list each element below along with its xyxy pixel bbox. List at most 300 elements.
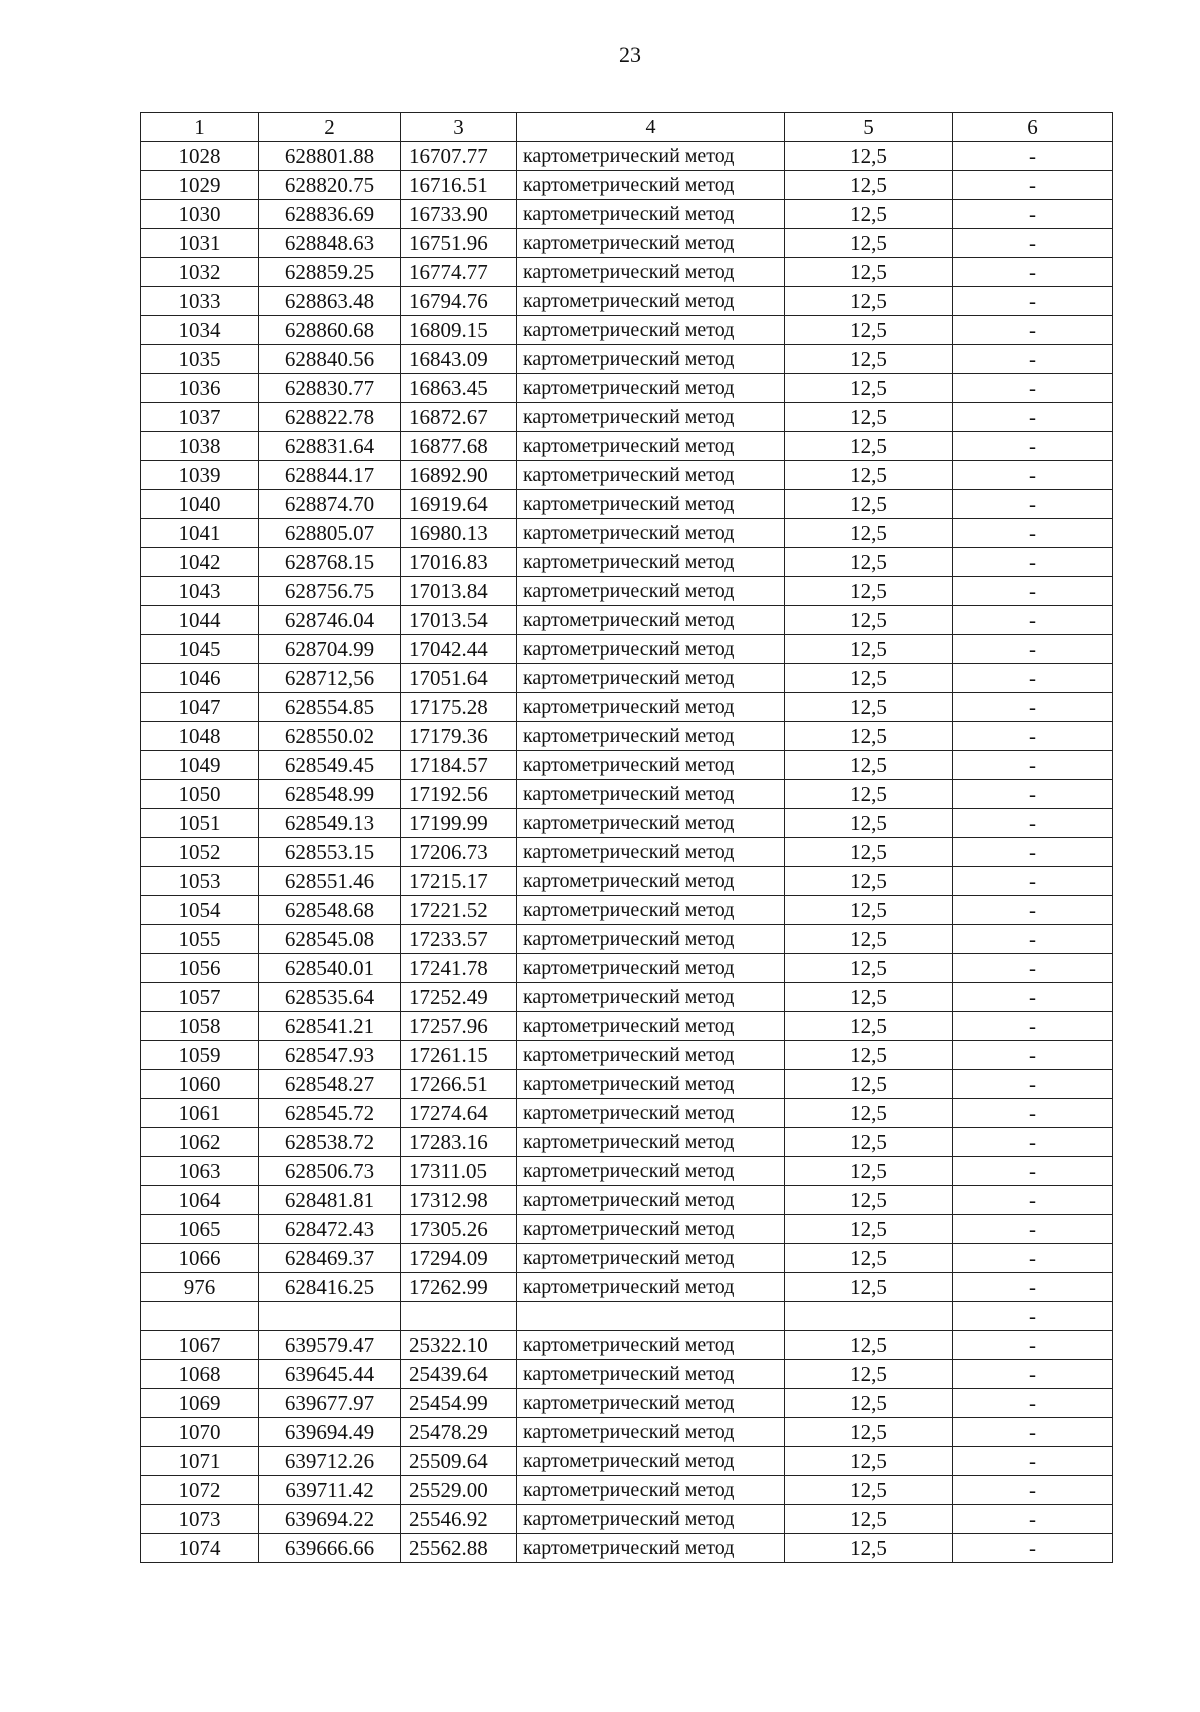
y-coordinate-cell: 25509.64 [401, 1447, 517, 1476]
point-number-cell: 1038 [141, 432, 259, 461]
y-coordinate-cell: 17312.98 [401, 1186, 517, 1215]
x-coordinate-cell: 628538.72 [259, 1128, 401, 1157]
y-coordinate-cell: 25529.00 [401, 1476, 517, 1505]
method-cell: картометрический метод [517, 1099, 785, 1128]
note-cell: - [953, 983, 1113, 1012]
y-coordinate-cell: 17241.78 [401, 954, 517, 983]
table-row [141, 1360, 1113, 1389]
point-number-cell: 1068 [141, 1360, 259, 1389]
y-coordinate-cell: 17294.09 [401, 1244, 517, 1273]
column-header-5: 5 [785, 113, 953, 142]
accuracy-cell: 12,5 [785, 838, 953, 867]
note-cell: - [953, 1215, 1113, 1244]
method-cell: картометрический метод [517, 403, 785, 432]
accuracy-cell: 12,5 [785, 432, 953, 461]
method-cell: картометрический метод [517, 867, 785, 896]
point-number-cell: 1064 [141, 1186, 259, 1215]
x-coordinate-cell: 628506.73 [259, 1157, 401, 1186]
method-cell: картометрический метод [517, 1041, 785, 1070]
method-cell: картометрический метод [517, 432, 785, 461]
x-coordinate-cell: 628545.72 [259, 1099, 401, 1128]
x-coordinate-cell: 628553.15 [259, 838, 401, 867]
y-coordinate-cell: 17206.73 [401, 838, 517, 867]
accuracy-cell: 12,5 [785, 1186, 953, 1215]
method-cell: картометрический метод [517, 200, 785, 229]
table-row [141, 1041, 1113, 1070]
x-coordinate-cell: 639677.97 [259, 1389, 401, 1418]
point-number-cell: 1072 [141, 1476, 259, 1505]
note-cell: - [953, 751, 1113, 780]
method-cell: картометрический метод [517, 1186, 785, 1215]
x-coordinate-cell: 639694.22 [259, 1505, 401, 1534]
table-row [141, 838, 1113, 867]
point-number-cell: 1066 [141, 1244, 259, 1273]
table-row [141, 693, 1113, 722]
accuracy-cell: 12,5 [785, 1215, 953, 1244]
note-cell: - [953, 1476, 1113, 1505]
point-number-cell: 1062 [141, 1128, 259, 1157]
table-row [141, 1389, 1113, 1418]
note-cell: - [953, 432, 1113, 461]
note-cell: - [953, 1331, 1113, 1360]
table-row [141, 664, 1113, 693]
column-header-1: 1 [141, 113, 259, 142]
table-row [141, 635, 1113, 664]
x-coordinate-cell: 628545.08 [259, 925, 401, 954]
note-cell: - [953, 1534, 1113, 1563]
table-row [141, 809, 1113, 838]
table-row [141, 1418, 1113, 1447]
table-row [141, 229, 1113, 258]
point-number-cell: 1030 [141, 200, 259, 229]
y-coordinate-cell: 17283.16 [401, 1128, 517, 1157]
x-coordinate-cell: 639712.26 [259, 1447, 401, 1476]
y-coordinate-cell: 16843.09 [401, 345, 517, 374]
accuracy-cell [785, 1302, 953, 1331]
method-cell: картометрический метод [517, 171, 785, 200]
table-row [141, 1128, 1113, 1157]
point-number-cell: 1056 [141, 954, 259, 983]
x-coordinate-cell: 628549.13 [259, 809, 401, 838]
note-cell: - [953, 693, 1113, 722]
x-coordinate-cell: 628831.64 [259, 432, 401, 461]
point-number-cell: 1057 [141, 983, 259, 1012]
y-coordinate-cell: 16794.76 [401, 287, 517, 316]
method-cell: картометрический метод [517, 1157, 785, 1186]
table-row [141, 1070, 1113, 1099]
method-cell: картометрический метод [517, 1070, 785, 1099]
method-cell: картометрический метод [517, 1534, 785, 1563]
y-coordinate-cell: 17252.49 [401, 983, 517, 1012]
point-number-cell: 1045 [141, 635, 259, 664]
y-coordinate-cell: 17311.05 [401, 1157, 517, 1186]
y-coordinate-cell: 16809.15 [401, 316, 517, 345]
accuracy-cell: 12,5 [785, 983, 953, 1012]
accuracy-cell: 12,5 [785, 200, 953, 229]
y-coordinate-cell: 16872.67 [401, 403, 517, 432]
table-row [141, 1476, 1113, 1505]
point-number-cell: 1065 [141, 1215, 259, 1244]
note-cell: - [953, 1302, 1113, 1331]
x-coordinate-cell: 628822.78 [259, 403, 401, 432]
method-cell: картометрический метод [517, 664, 785, 693]
accuracy-cell: 12,5 [785, 635, 953, 664]
accuracy-cell: 12,5 [785, 1157, 953, 1186]
method-cell: картометрический метод [517, 635, 785, 664]
point-number-cell: 1067 [141, 1331, 259, 1360]
note-cell: - [953, 1418, 1113, 1447]
y-coordinate-cell: 17261.15 [401, 1041, 517, 1070]
accuracy-cell: 12,5 [785, 780, 953, 809]
point-number-cell: 1028 [141, 142, 259, 171]
note-cell: - [953, 287, 1113, 316]
x-coordinate-cell: 628535.64 [259, 983, 401, 1012]
point-number-cell: 1054 [141, 896, 259, 925]
x-coordinate-cell: 639645.44 [259, 1360, 401, 1389]
y-coordinate-cell: 25454.99 [401, 1389, 517, 1418]
x-coordinate-cell: 628863.48 [259, 287, 401, 316]
note-cell: - [953, 1041, 1113, 1070]
accuracy-cell: 12,5 [785, 171, 953, 200]
accuracy-cell: 12,5 [785, 664, 953, 693]
accuracy-cell: 12,5 [785, 722, 953, 751]
accuracy-cell: 12,5 [785, 577, 953, 606]
table-row [141, 345, 1113, 374]
accuracy-cell: 12,5 [785, 1389, 953, 1418]
note-cell: - [953, 838, 1113, 867]
table-row [141, 200, 1113, 229]
point-number-cell: 1049 [141, 751, 259, 780]
note-cell: - [953, 1505, 1113, 1534]
accuracy-cell: 12,5 [785, 867, 953, 896]
method-cell: картометрический метод [517, 577, 785, 606]
method-cell: картометрический метод [517, 490, 785, 519]
y-coordinate-cell: 25322.10 [401, 1331, 517, 1360]
x-coordinate-cell: 628704.99 [259, 635, 401, 664]
column-header-2: 2 [259, 113, 401, 142]
method-cell: картометрический метод [517, 1447, 785, 1476]
y-coordinate-cell: 16751.96 [401, 229, 517, 258]
y-coordinate-cell: 17262.99 [401, 1273, 517, 1302]
table-row [141, 896, 1113, 925]
column-header-6: 6 [953, 113, 1113, 142]
point-number-cell: 1060 [141, 1070, 259, 1099]
note-cell: - [953, 1244, 1113, 1273]
table-row [141, 1534, 1113, 1563]
x-coordinate-cell: 628551.46 [259, 867, 401, 896]
point-number-cell: 1052 [141, 838, 259, 867]
x-coordinate-cell: 628801.88 [259, 142, 401, 171]
y-coordinate-cell: 16774.77 [401, 258, 517, 287]
note-cell: - [953, 548, 1113, 577]
note-cell: - [953, 954, 1113, 983]
method-cell: картометрический метод [517, 461, 785, 490]
point-number-cell: 1036 [141, 374, 259, 403]
table-row [141, 548, 1113, 577]
accuracy-cell: 12,5 [785, 1331, 953, 1360]
note-cell: - [953, 780, 1113, 809]
point-number-cell [141, 1302, 259, 1331]
method-cell: картометрический метод [517, 693, 785, 722]
method-cell: картометрический метод [517, 809, 785, 838]
note-cell: - [953, 606, 1113, 635]
point-number-cell: 1040 [141, 490, 259, 519]
accuracy-cell: 12,5 [785, 461, 953, 490]
accuracy-cell: 12,5 [785, 374, 953, 403]
method-cell: картометрический метод [517, 1215, 785, 1244]
note-cell: - [953, 1128, 1113, 1157]
accuracy-cell: 12,5 [785, 1041, 953, 1070]
x-coordinate-cell: 628481.81 [259, 1186, 401, 1215]
method-cell: картометрический метод [517, 780, 785, 809]
x-coordinate-cell: 639694.49 [259, 1418, 401, 1447]
y-coordinate-cell: 16877.68 [401, 432, 517, 461]
method-cell: картометрический метод [517, 1389, 785, 1418]
point-number-cell: 1034 [141, 316, 259, 345]
x-coordinate-cell: 639711.42 [259, 1476, 401, 1505]
x-coordinate-cell: 628548.99 [259, 780, 401, 809]
table-row [141, 171, 1113, 200]
x-coordinate-cell: 628860.68 [259, 316, 401, 345]
note-cell: - [953, 258, 1113, 287]
table-row [141, 316, 1113, 345]
table-row [141, 1302, 1113, 1331]
y-coordinate-cell: 17192.56 [401, 780, 517, 809]
accuracy-cell: 12,5 [785, 809, 953, 838]
table-row [141, 1012, 1113, 1041]
table-row [141, 751, 1113, 780]
table-row [141, 258, 1113, 287]
x-coordinate-cell: 628756.75 [259, 577, 401, 606]
point-number-cell: 1059 [141, 1041, 259, 1070]
y-coordinate-cell [401, 1302, 517, 1331]
method-cell: картометрический метод [517, 1273, 785, 1302]
note-cell: - [953, 1273, 1113, 1302]
x-coordinate-cell: 639666.66 [259, 1534, 401, 1563]
point-number-cell: 1037 [141, 403, 259, 432]
accuracy-cell: 12,5 [785, 1244, 953, 1273]
accuracy-cell: 12,5 [785, 403, 953, 432]
method-cell: картометрический метод [517, 316, 785, 345]
x-coordinate-cell: 628820.75 [259, 171, 401, 200]
x-coordinate-cell: 628805.07 [259, 519, 401, 548]
accuracy-cell: 12,5 [785, 519, 953, 548]
table-row [141, 432, 1113, 461]
table-row [141, 461, 1113, 490]
method-cell: картометрический метод [517, 548, 785, 577]
point-number-cell: 1046 [141, 664, 259, 693]
table-row [141, 722, 1113, 751]
table-row [141, 1273, 1113, 1302]
point-number-cell: 1048 [141, 722, 259, 751]
point-number-cell: 1039 [141, 461, 259, 490]
x-coordinate-cell [259, 1302, 401, 1331]
accuracy-cell: 12,5 [785, 287, 953, 316]
y-coordinate-cell: 17257.96 [401, 1012, 517, 1041]
table-row [141, 1186, 1113, 1215]
note-cell: - [953, 200, 1113, 229]
accuracy-cell: 12,5 [785, 1099, 953, 1128]
x-coordinate-cell: 628859.25 [259, 258, 401, 287]
y-coordinate-cell: 17266.51 [401, 1070, 517, 1099]
accuracy-cell: 12,5 [785, 751, 953, 780]
note-cell: - [953, 1389, 1113, 1418]
accuracy-cell: 12,5 [785, 1418, 953, 1447]
point-number-cell: 1063 [141, 1157, 259, 1186]
x-coordinate-cell: 628836.69 [259, 200, 401, 229]
method-cell: картометрический метод [517, 838, 785, 867]
y-coordinate-cell: 16980.13 [401, 519, 517, 548]
point-number-cell: 1070 [141, 1418, 259, 1447]
accuracy-cell: 12,5 [785, 142, 953, 171]
note-cell: - [953, 490, 1113, 519]
point-number-cell: 1044 [141, 606, 259, 635]
y-coordinate-cell: 25562.88 [401, 1534, 517, 1563]
y-coordinate-cell: 17051.64 [401, 664, 517, 693]
page-number: 23 [619, 42, 641, 67]
x-coordinate-cell: 628840.56 [259, 345, 401, 374]
point-number-cell: 1071 [141, 1447, 259, 1476]
accuracy-cell: 12,5 [785, 1273, 953, 1302]
method-cell: картометрический метод [517, 287, 785, 316]
point-number-cell: 1042 [141, 548, 259, 577]
table-row [141, 1099, 1113, 1128]
method-cell: картометрический метод [517, 954, 785, 983]
y-coordinate-cell: 16716.51 [401, 171, 517, 200]
point-number-cell: 976 [141, 1273, 259, 1302]
column-header-3: 3 [401, 113, 517, 142]
y-coordinate-cell: 16707.77 [401, 142, 517, 171]
table-row [141, 1244, 1113, 1273]
table-header-row [141, 113, 1113, 142]
note-cell: - [953, 1070, 1113, 1099]
accuracy-cell: 12,5 [785, 490, 953, 519]
point-number-cell: 1033 [141, 287, 259, 316]
point-number-cell: 1031 [141, 229, 259, 258]
y-coordinate-cell: 17016.83 [401, 548, 517, 577]
accuracy-cell: 12,5 [785, 606, 953, 635]
x-coordinate-cell: 628844.17 [259, 461, 401, 490]
method-cell: картометрический метод [517, 1012, 785, 1041]
accuracy-cell: 12,5 [785, 1128, 953, 1157]
method-cell: картометрический метод [517, 1418, 785, 1447]
method-cell [517, 1302, 785, 1331]
point-number-cell: 1041 [141, 519, 259, 548]
x-coordinate-cell: 628848.63 [259, 229, 401, 258]
method-cell: картометрический метод [517, 1331, 785, 1360]
x-coordinate-cell: 628746.04 [259, 606, 401, 635]
method-cell: картометрический метод [517, 229, 785, 258]
method-cell: картометрический метод [517, 345, 785, 374]
point-number-cell: 1051 [141, 809, 259, 838]
method-cell: картометрический метод [517, 722, 785, 751]
accuracy-cell: 12,5 [785, 896, 953, 925]
table-row [141, 519, 1113, 548]
note-cell: - [953, 316, 1113, 345]
table-row [141, 374, 1113, 403]
note-cell: - [953, 1447, 1113, 1476]
accuracy-cell: 12,5 [785, 925, 953, 954]
y-coordinate-cell: 17013.84 [401, 577, 517, 606]
point-number-cell: 1055 [141, 925, 259, 954]
x-coordinate-cell: 628548.68 [259, 896, 401, 925]
y-coordinate-cell: 17221.52 [401, 896, 517, 925]
note-cell: - [953, 403, 1113, 432]
y-coordinate-cell: 16733.90 [401, 200, 517, 229]
table-row [141, 490, 1113, 519]
y-coordinate-cell: 17274.64 [401, 1099, 517, 1128]
note-cell: - [953, 1157, 1113, 1186]
accuracy-cell: 12,5 [785, 693, 953, 722]
accuracy-cell: 12,5 [785, 1360, 953, 1389]
y-coordinate-cell: 25478.29 [401, 1418, 517, 1447]
point-number-cell: 1073 [141, 1505, 259, 1534]
table-row [141, 287, 1113, 316]
x-coordinate-cell: 628874.70 [259, 490, 401, 519]
note-cell: - [953, 461, 1113, 490]
table-row [141, 1447, 1113, 1476]
point-number-cell: 1050 [141, 780, 259, 809]
method-cell: картометрический метод [517, 519, 785, 548]
accuracy-cell: 12,5 [785, 316, 953, 345]
method-cell: картометрический метод [517, 925, 785, 954]
x-coordinate-cell: 628830.77 [259, 374, 401, 403]
x-coordinate-cell: 628550.02 [259, 722, 401, 751]
method-cell: картометрический метод [517, 1505, 785, 1534]
note-cell: - [953, 925, 1113, 954]
y-coordinate-cell: 17013.54 [401, 606, 517, 635]
note-cell: - [953, 1360, 1113, 1389]
point-number-cell: 1035 [141, 345, 259, 374]
note-cell: - [953, 519, 1113, 548]
point-number-cell: 1047 [141, 693, 259, 722]
table-row [141, 577, 1113, 606]
accuracy-cell: 12,5 [785, 1012, 953, 1041]
note-cell: - [953, 896, 1113, 925]
table-row [141, 954, 1113, 983]
x-coordinate-cell: 628768.15 [259, 548, 401, 577]
y-coordinate-cell: 17175.28 [401, 693, 517, 722]
accuracy-cell: 12,5 [785, 954, 953, 983]
table-row [141, 780, 1113, 809]
accuracy-cell: 12,5 [785, 229, 953, 258]
point-number-cell: 1058 [141, 1012, 259, 1041]
x-coordinate-cell: 628469.37 [259, 1244, 401, 1273]
note-cell: - [953, 867, 1113, 896]
method-cell: картометрический метод [517, 142, 785, 171]
point-number-cell: 1032 [141, 258, 259, 287]
note-cell: - [953, 374, 1113, 403]
table-row [141, 606, 1113, 635]
note-cell: - [953, 345, 1113, 374]
x-coordinate-cell: 639579.47 [259, 1331, 401, 1360]
note-cell: - [953, 809, 1113, 838]
note-cell: - [953, 722, 1113, 751]
y-coordinate-cell: 16863.45 [401, 374, 517, 403]
accuracy-cell: 12,5 [785, 258, 953, 287]
x-coordinate-cell: 628540.01 [259, 954, 401, 983]
point-number-cell: 1061 [141, 1099, 259, 1128]
x-coordinate-cell: 628472.43 [259, 1215, 401, 1244]
method-cell: картометрический метод [517, 1360, 785, 1389]
method-cell: картометрический метод [517, 1476, 785, 1505]
y-coordinate-cell: 17184.57 [401, 751, 517, 780]
note-cell: - [953, 1012, 1113, 1041]
x-coordinate-cell: 628416.25 [259, 1273, 401, 1302]
note-cell: - [953, 142, 1113, 171]
table-row [141, 867, 1113, 896]
x-coordinate-cell: 628549.45 [259, 751, 401, 780]
